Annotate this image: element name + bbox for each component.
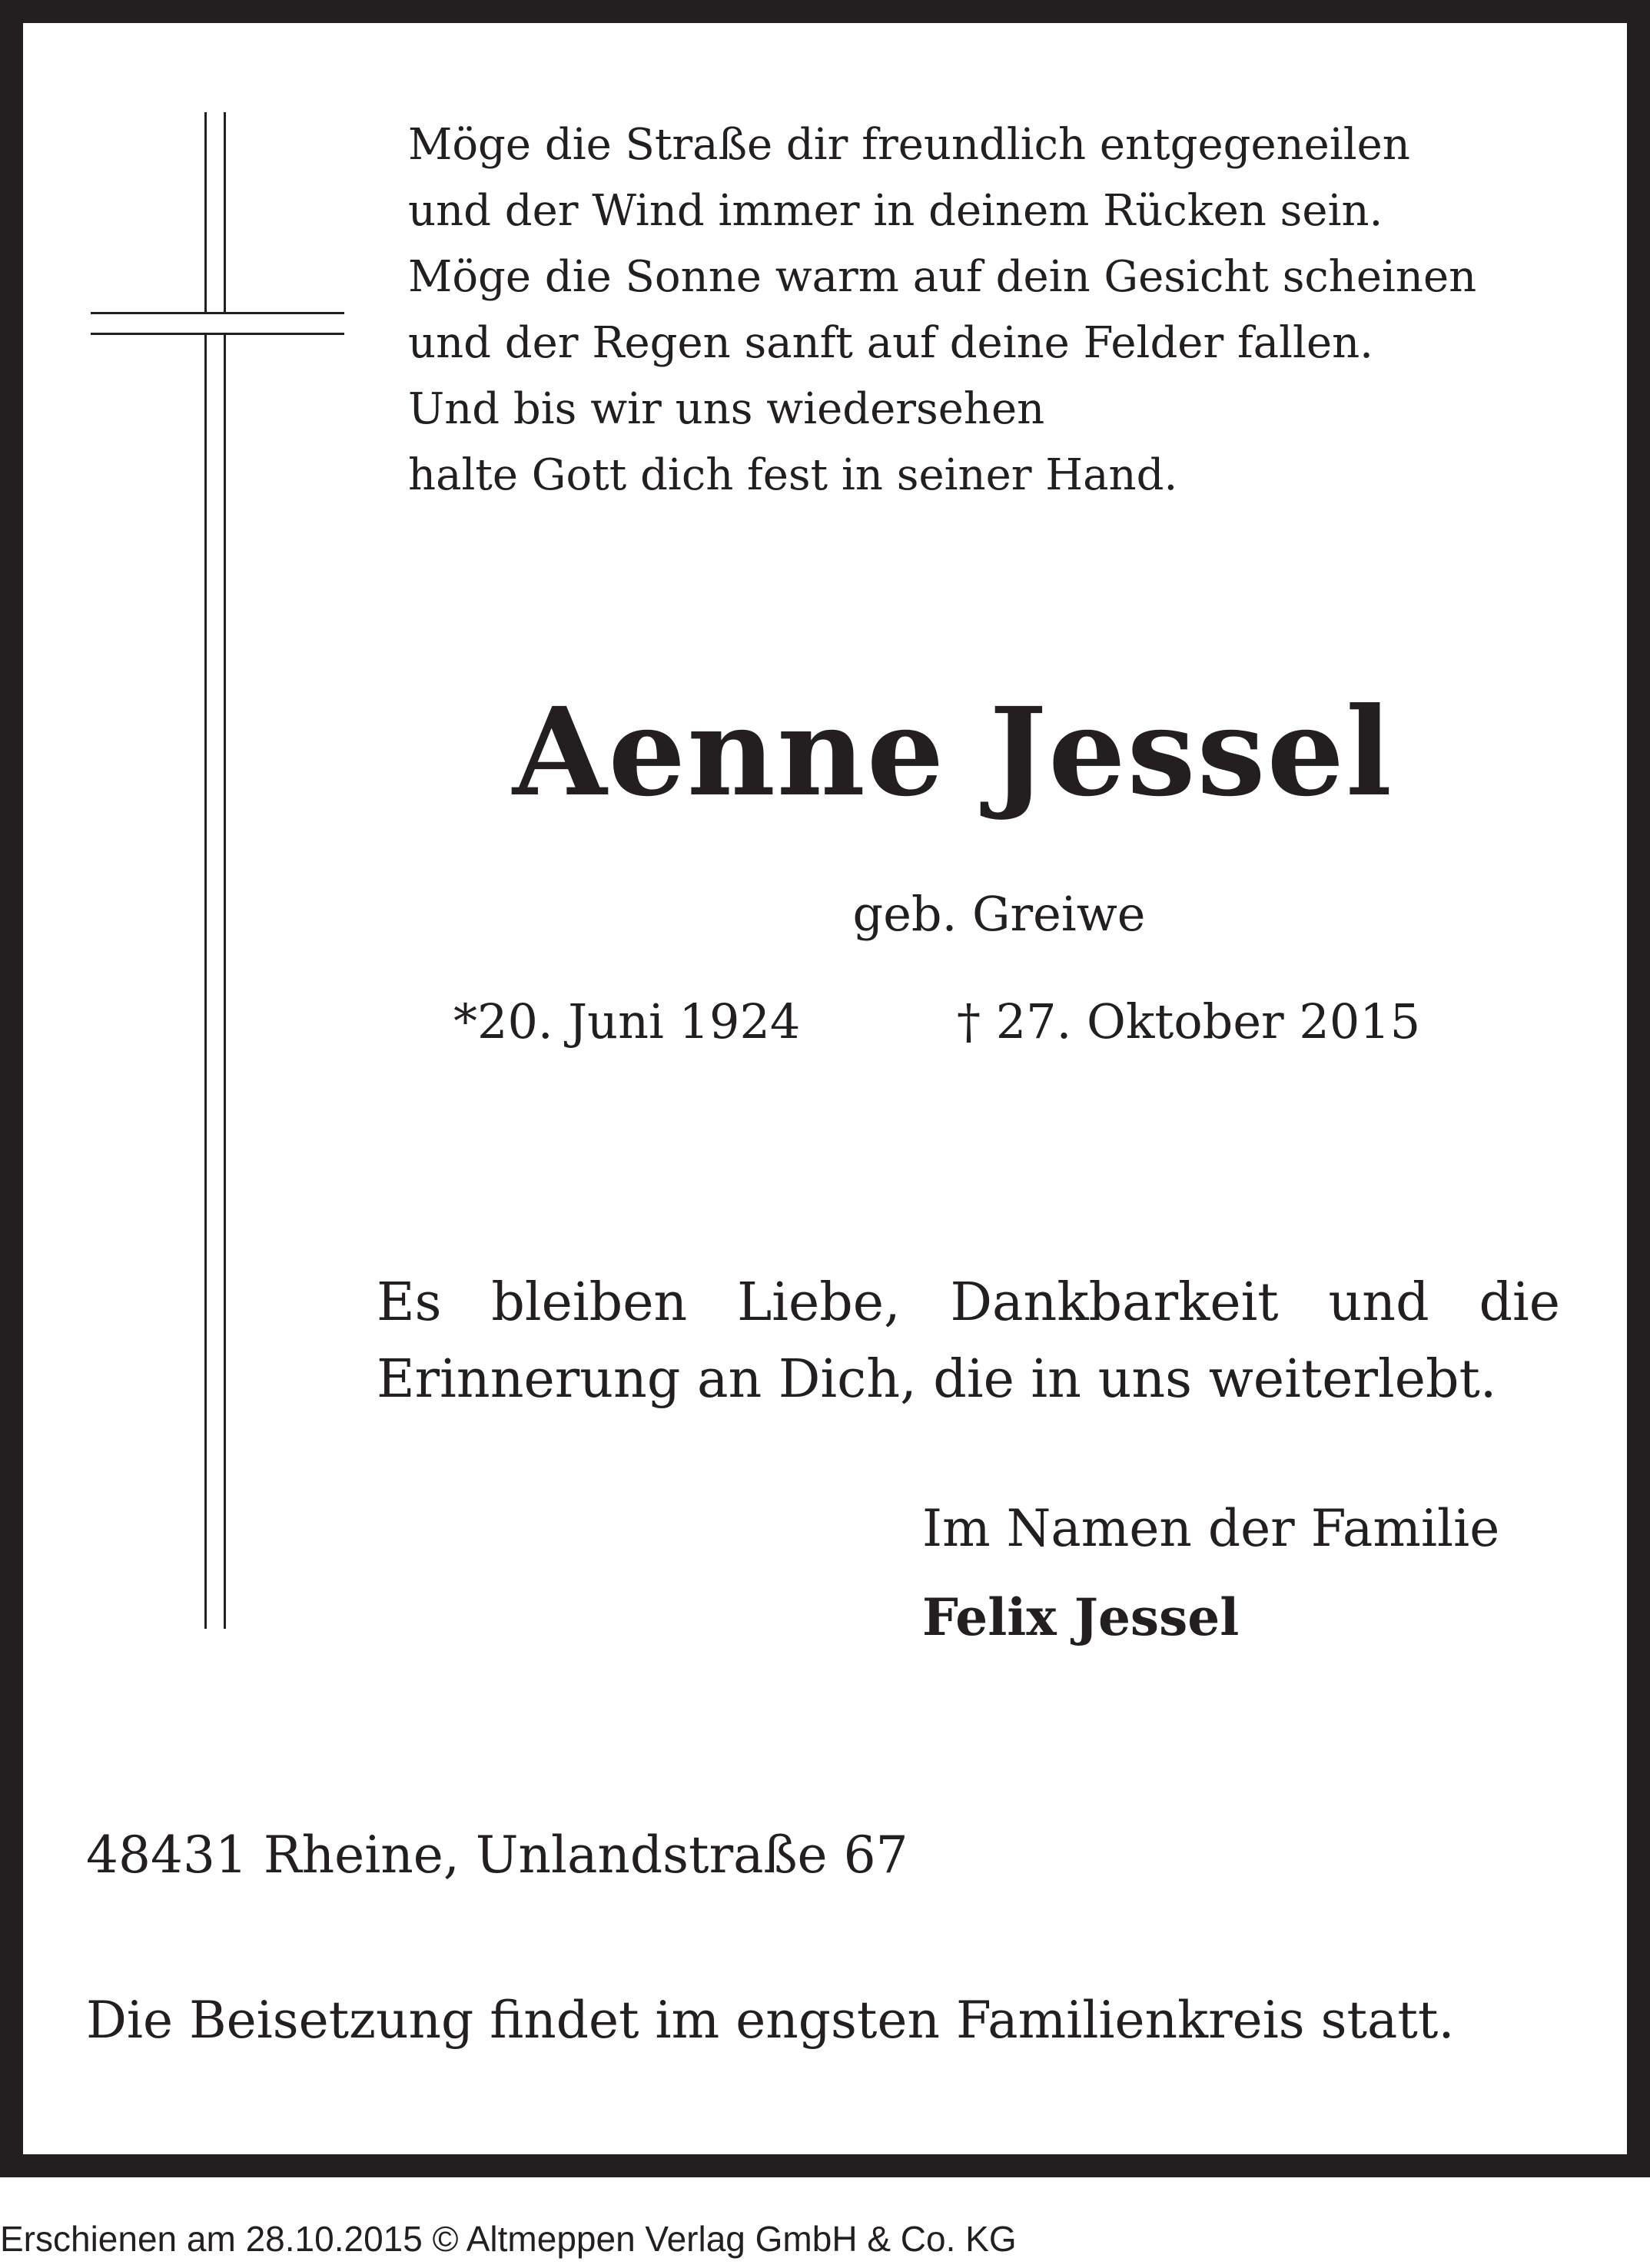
death-date: † 27. Oktober 2015 [957, 993, 1421, 1049]
cross-vertical-bar [204, 112, 226, 1629]
cross-junction [207, 314, 224, 333]
poem-line: Möge die Sonne warm auf dein Gesicht scheinen [408, 252, 1477, 302]
memory-line: Erinnerung an Dich, die in uns weiterlebt. [377, 1349, 1497, 1410]
poem-line: und der Regen sanft auf deine Felder fallen. [408, 318, 1373, 368]
birth-date: *20. Juni 1924 [453, 993, 801, 1049]
poem-line: und der Wind immer in deinem Rücken sein. [408, 186, 1383, 236]
address: 48431 Rheine, Unlandstraße 67 [86, 1825, 908, 1885]
maiden-name: geb. Greiwe [852, 886, 1146, 942]
signer-name: Felix Jessel [922, 1587, 1240, 1647]
family-label: Im Namen der Familie [922, 1499, 1500, 1558]
memory-text [377, 1265, 1560, 1418]
poem-line: Möge die Straße dir freundlich entgegeneilen [408, 120, 1410, 170]
funeral-note: Die Beisetzung findet im engsten Familienkreis statt. [86, 1991, 1455, 2050]
poem [408, 112, 1607, 509]
deceased-name: Aenne Jessel [512, 681, 1394, 824]
publication-footer: Erschienen am 28.10.2015 © Altmeppen Verlag GmbH & Co. KG [0, 2219, 1017, 2259]
poem-line: Und bis wir uns wiedersehen [408, 384, 1045, 434]
poem-line: halte Gott dich fest in seiner Hand. [408, 450, 1178, 500]
memory-line: Es bleiben Liebe, Dankbarkeit und die [377, 1272, 1560, 1333]
